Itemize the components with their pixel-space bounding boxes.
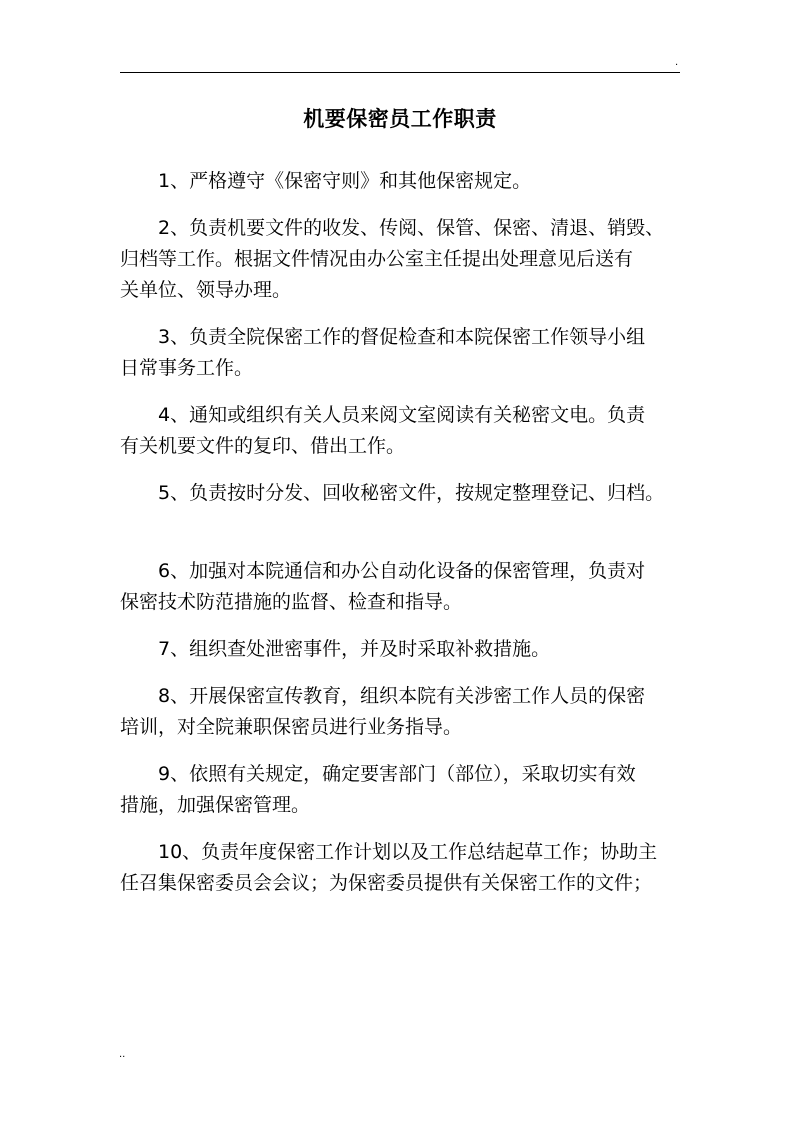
blank-line bbox=[120, 525, 690, 556]
paragraph-line: 8、开展保密宣传教育，组织本院有关涉密工作人员的保密 bbox=[158, 685, 646, 707]
paragraph-line: 措施，加强保密管理。 bbox=[120, 794, 311, 816]
paragraph-line: 5、负责按时分发、回收秘密文件，按规定整理登记、归档。 bbox=[158, 482, 665, 504]
paragraph-line: 4、通知或组织有关人员来阅文室阅读有关秘密文电。负责 bbox=[158, 404, 646, 426]
paragraph-line: 任召集保密委员会会议；为保密委员提供有关保密工作的文件； bbox=[120, 872, 653, 894]
paragraph-line: 日常事务工作。 bbox=[120, 357, 254, 379]
paragraph-line: 归档等工作。根据文件情况由办公室主任提出处理意见后送有 bbox=[120, 248, 634, 270]
page-title: 机要保密员工作职责 bbox=[303, 107, 497, 131]
paragraph-2 bbox=[120, 213, 690, 306]
paragraph-line: 1、严格遵守《保密守则》和其他保密规定。 bbox=[158, 170, 532, 192]
paragraph-4 bbox=[120, 400, 690, 462]
paragraph-1 bbox=[120, 166, 690, 197]
paragraph-8 bbox=[120, 681, 690, 743]
paragraph-line: 保密技术防范措施的监督、检查和指导。 bbox=[120, 591, 463, 613]
paragraph-line: 7、组织查处泄密事件，并及时采取补救措施。 bbox=[158, 638, 551, 660]
paragraph-3 bbox=[120, 322, 690, 384]
paragraph-9 bbox=[120, 759, 690, 821]
paragraph-line: 6、加强对本院通信和办公自动化设备的保密管理，负责对 bbox=[158, 560, 646, 582]
paragraph-line: 有关机要文件的复印、借出工作。 bbox=[120, 435, 406, 457]
paragraph-line: 关单位、领导办理。 bbox=[120, 279, 292, 301]
paragraph-6 bbox=[120, 556, 690, 618]
paragraph-5 bbox=[120, 478, 690, 509]
paragraph-10 bbox=[120, 837, 690, 899]
paragraph-7 bbox=[120, 634, 690, 665]
paragraph-line: 9、依照有关规定，确定要害部门（部位），采取切实有效 bbox=[158, 763, 636, 785]
header-rule bbox=[120, 72, 680, 73]
document-body bbox=[120, 166, 690, 915]
header-mark: . bbox=[675, 57, 679, 68]
paragraph-line: 3、负责全院保密工作的督促检查和本院保密工作领导小组 bbox=[158, 326, 646, 348]
footer-mark: .. bbox=[119, 1049, 126, 1060]
paragraph-line: 培训，对全院兼职保密员进行业务指导。 bbox=[120, 716, 463, 738]
paragraph-line: 10、负责年度保密工作计划以及工作总结起草工作；协助主 bbox=[158, 841, 658, 863]
paragraph-line: 2、负责机要文件的收发、传阅、保管、保密、清退、销毁、 bbox=[158, 217, 665, 239]
